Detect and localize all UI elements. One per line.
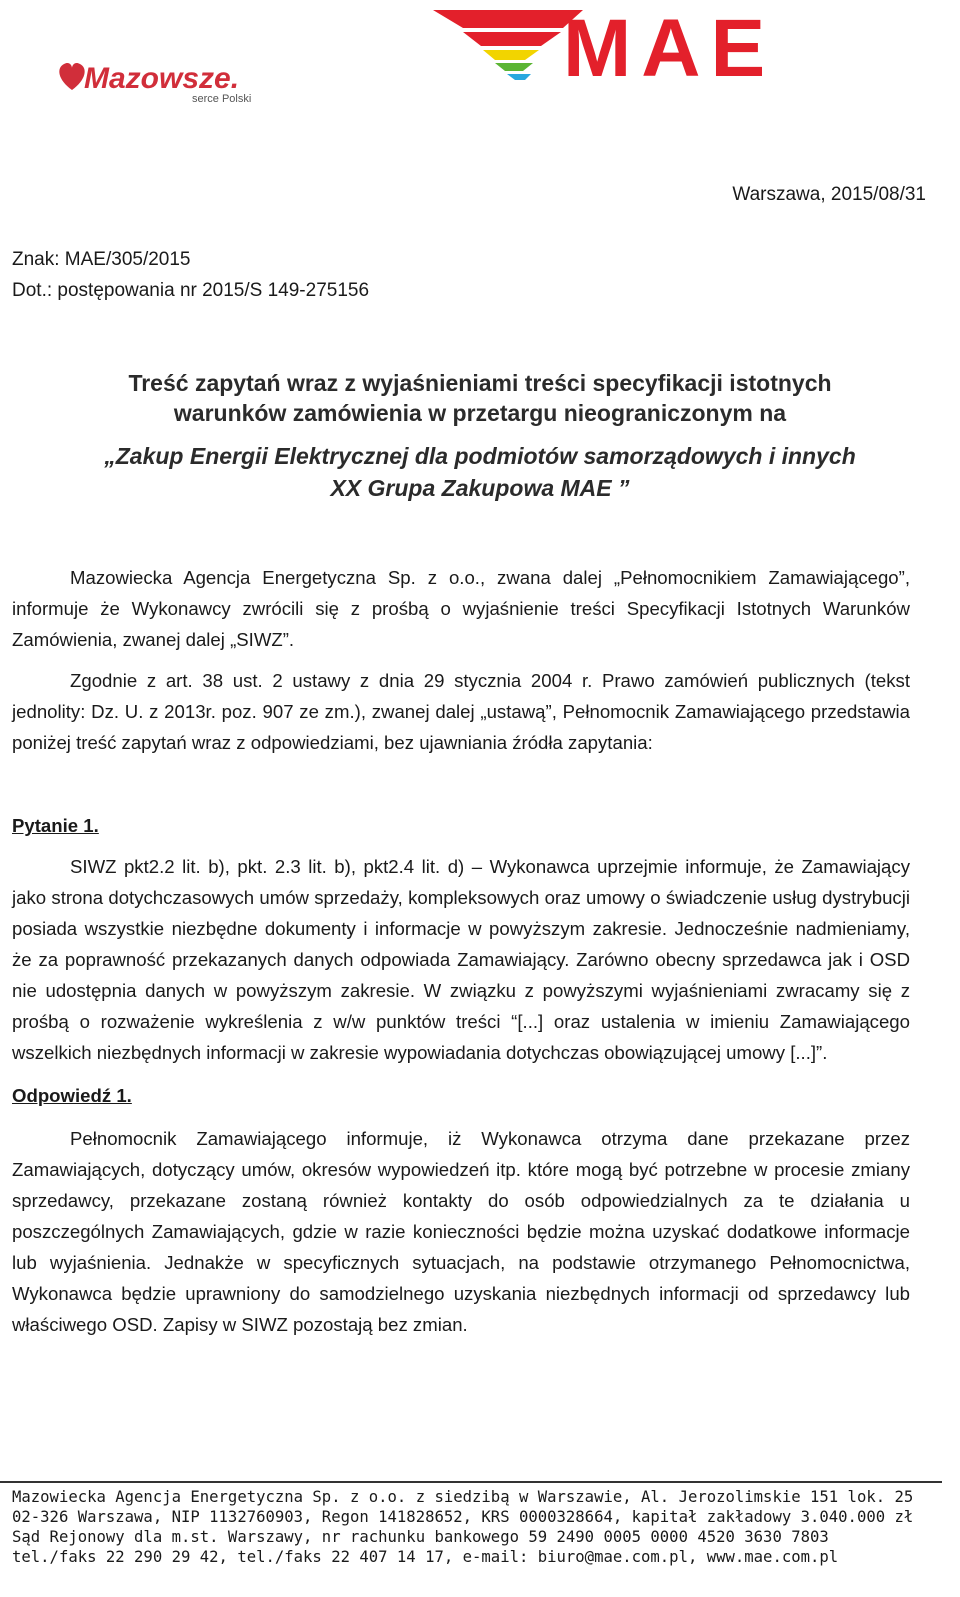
tender-subject (40, 440, 920, 504)
reference-number: Znak: MAE/305/2015 (12, 249, 191, 270)
intro-paragraph: Mazowiecka Agencja Energetyczna Sp. z o.o., zwana dalej „Pełnomocnikiem Zamawiającego”, informuje że Wykonawcy zwrócili się z prośbą o wyjaśnienie treści Specyfikacji Istotnych Warunków Zamówienia, zwanej dalej „SIWZ”. (12, 567, 910, 650)
tender-subject-line-1: „Zakup Energii Elektrycznej dla podmiotów samorządowych i innych (104, 443, 856, 469)
mae-wordmark: MAE (563, 8, 776, 88)
question-heading: Pytanie 1. (12, 815, 99, 836)
footer-line-3: Sąd Rejonowy dla m.st. Warszawy, nr rachunku bankowego 59 2490 0005 0000 4520 3630 7803 (12, 1528, 829, 1546)
answer-heading: Odpowiedź 1. (12, 1085, 132, 1106)
footer-line-1: Mazowiecka Agencja Energetyczna Sp. z o.o. z siedzibą w Warszawie, Al. Jerozolimskie 151 lok. 25 (12, 1488, 914, 1506)
heart-icon (59, 63, 84, 90)
mazowsze-tagline: serce Polski (192, 93, 252, 105)
footer-divider (0, 1481, 942, 1483)
mae-arrow-icon (433, 10, 583, 80)
mazowsze-wordmark: Mazowsze. (84, 62, 240, 95)
mae-logo (433, 8, 903, 88)
footer-line-2: 02-326 Warszawa, NIP 1132760903, Regon 141828652, KRS 0000328664, kapitał zakładowy 3.040.000 zł (12, 1508, 914, 1526)
answer-text: Pełnomocnik Zamawiającego informuje, iż Wykonawca otrzyma dane przekazane przez Zamawiających, dotyczący umów, okresów wypowiedzeń itp. które mogą być potrzebne w procesie zmiany sprzedawcy, przekazane zostaną również kontakty do osób odpowiedzialnych za te działania u poszczególnych Zamawiających, gdzie w razie konieczności będzie można uzyskać dodatkowe informacje lub wyjaśnienia. Jednakże w specyficznych sytuacjach, na podstawie otrzymanego Pełnomocnictwa, Wykonawca będzie uprawniony do samodzielnego uzyskania niezbędnych informacji od sprzedawcy lub właściwego OSD. Zapisy w SIWZ pozostają bez zmian. (12, 1128, 910, 1335)
title-line-1: Treść zapytań wraz z wyjaśnieniami treści specyfikacji istotnych (128, 370, 832, 396)
question-text: SIWZ pkt2.2 lit. b), pkt. 2.3 lit. b), pkt2.4 lit. d) – Wykonawca uprzejmie informuje, że Zamawiający jako strona dotychczasowych umów sprzedaży, kompleksowych oraz umowy o świadczenie usług dystrybucji posiada wszystkie niezbędne dokumenty i informacje w powyższym zakresie. Jednocześnie nadmieniamy, że za poprawność przekazanych danych odpowiada Zamawiający. Zarówno obecny sprzedawca jak i OSD nie udostępnia danych w powyższym zakresie. W związku z powyższymi wyjaśnieniami zwracamy się z prośbą o rozważenie wykreślenia z w/w punktów treści “[...] oraz ustalenia w imieniu Zamawiającego wszelkich niezbędnych informacji w zakresie wypowiadania dotychczas obowiązującej umowy [...]”. (12, 856, 910, 1063)
mazowsze-logo (54, 54, 269, 110)
company-footer (12, 1487, 913, 1567)
document-title (40, 368, 920, 504)
legal-basis-paragraph: Zgodnie z art. 38 ust. 2 ustawy z dnia 29 stycznia 2004 r. Prawo zamówień publicznych (tekst jednolity: Dz. U. z 2013r. poz. 907 ze zm.), zwanej dalej „ustawą”, Pełnomocnik Zamawiającego przedstawia poniżej treść zapytań wraz z odpowiedziami, bez ujawniania źródła zapytania: (12, 670, 910, 753)
reference-subject: Dot.: postępowania nr 2015/S 149-275156 (12, 280, 370, 301)
footer-line-4: tel./faks 22 290 29 42, tel./faks 22 407 14 17, e-mail: biuro@mae.com.pl, www.mae.com.pl (12, 1548, 839, 1566)
document-date: Warszawa, 2015/08/31 (732, 184, 926, 205)
reference-block (12, 244, 369, 306)
document-body (12, 562, 910, 1340)
tender-subject-line-2: XX Grupa Zakupowa MAE ” (330, 475, 630, 501)
title-line-2: warunków zamówienia w przetargu nieograniczonym na (173, 400, 787, 426)
